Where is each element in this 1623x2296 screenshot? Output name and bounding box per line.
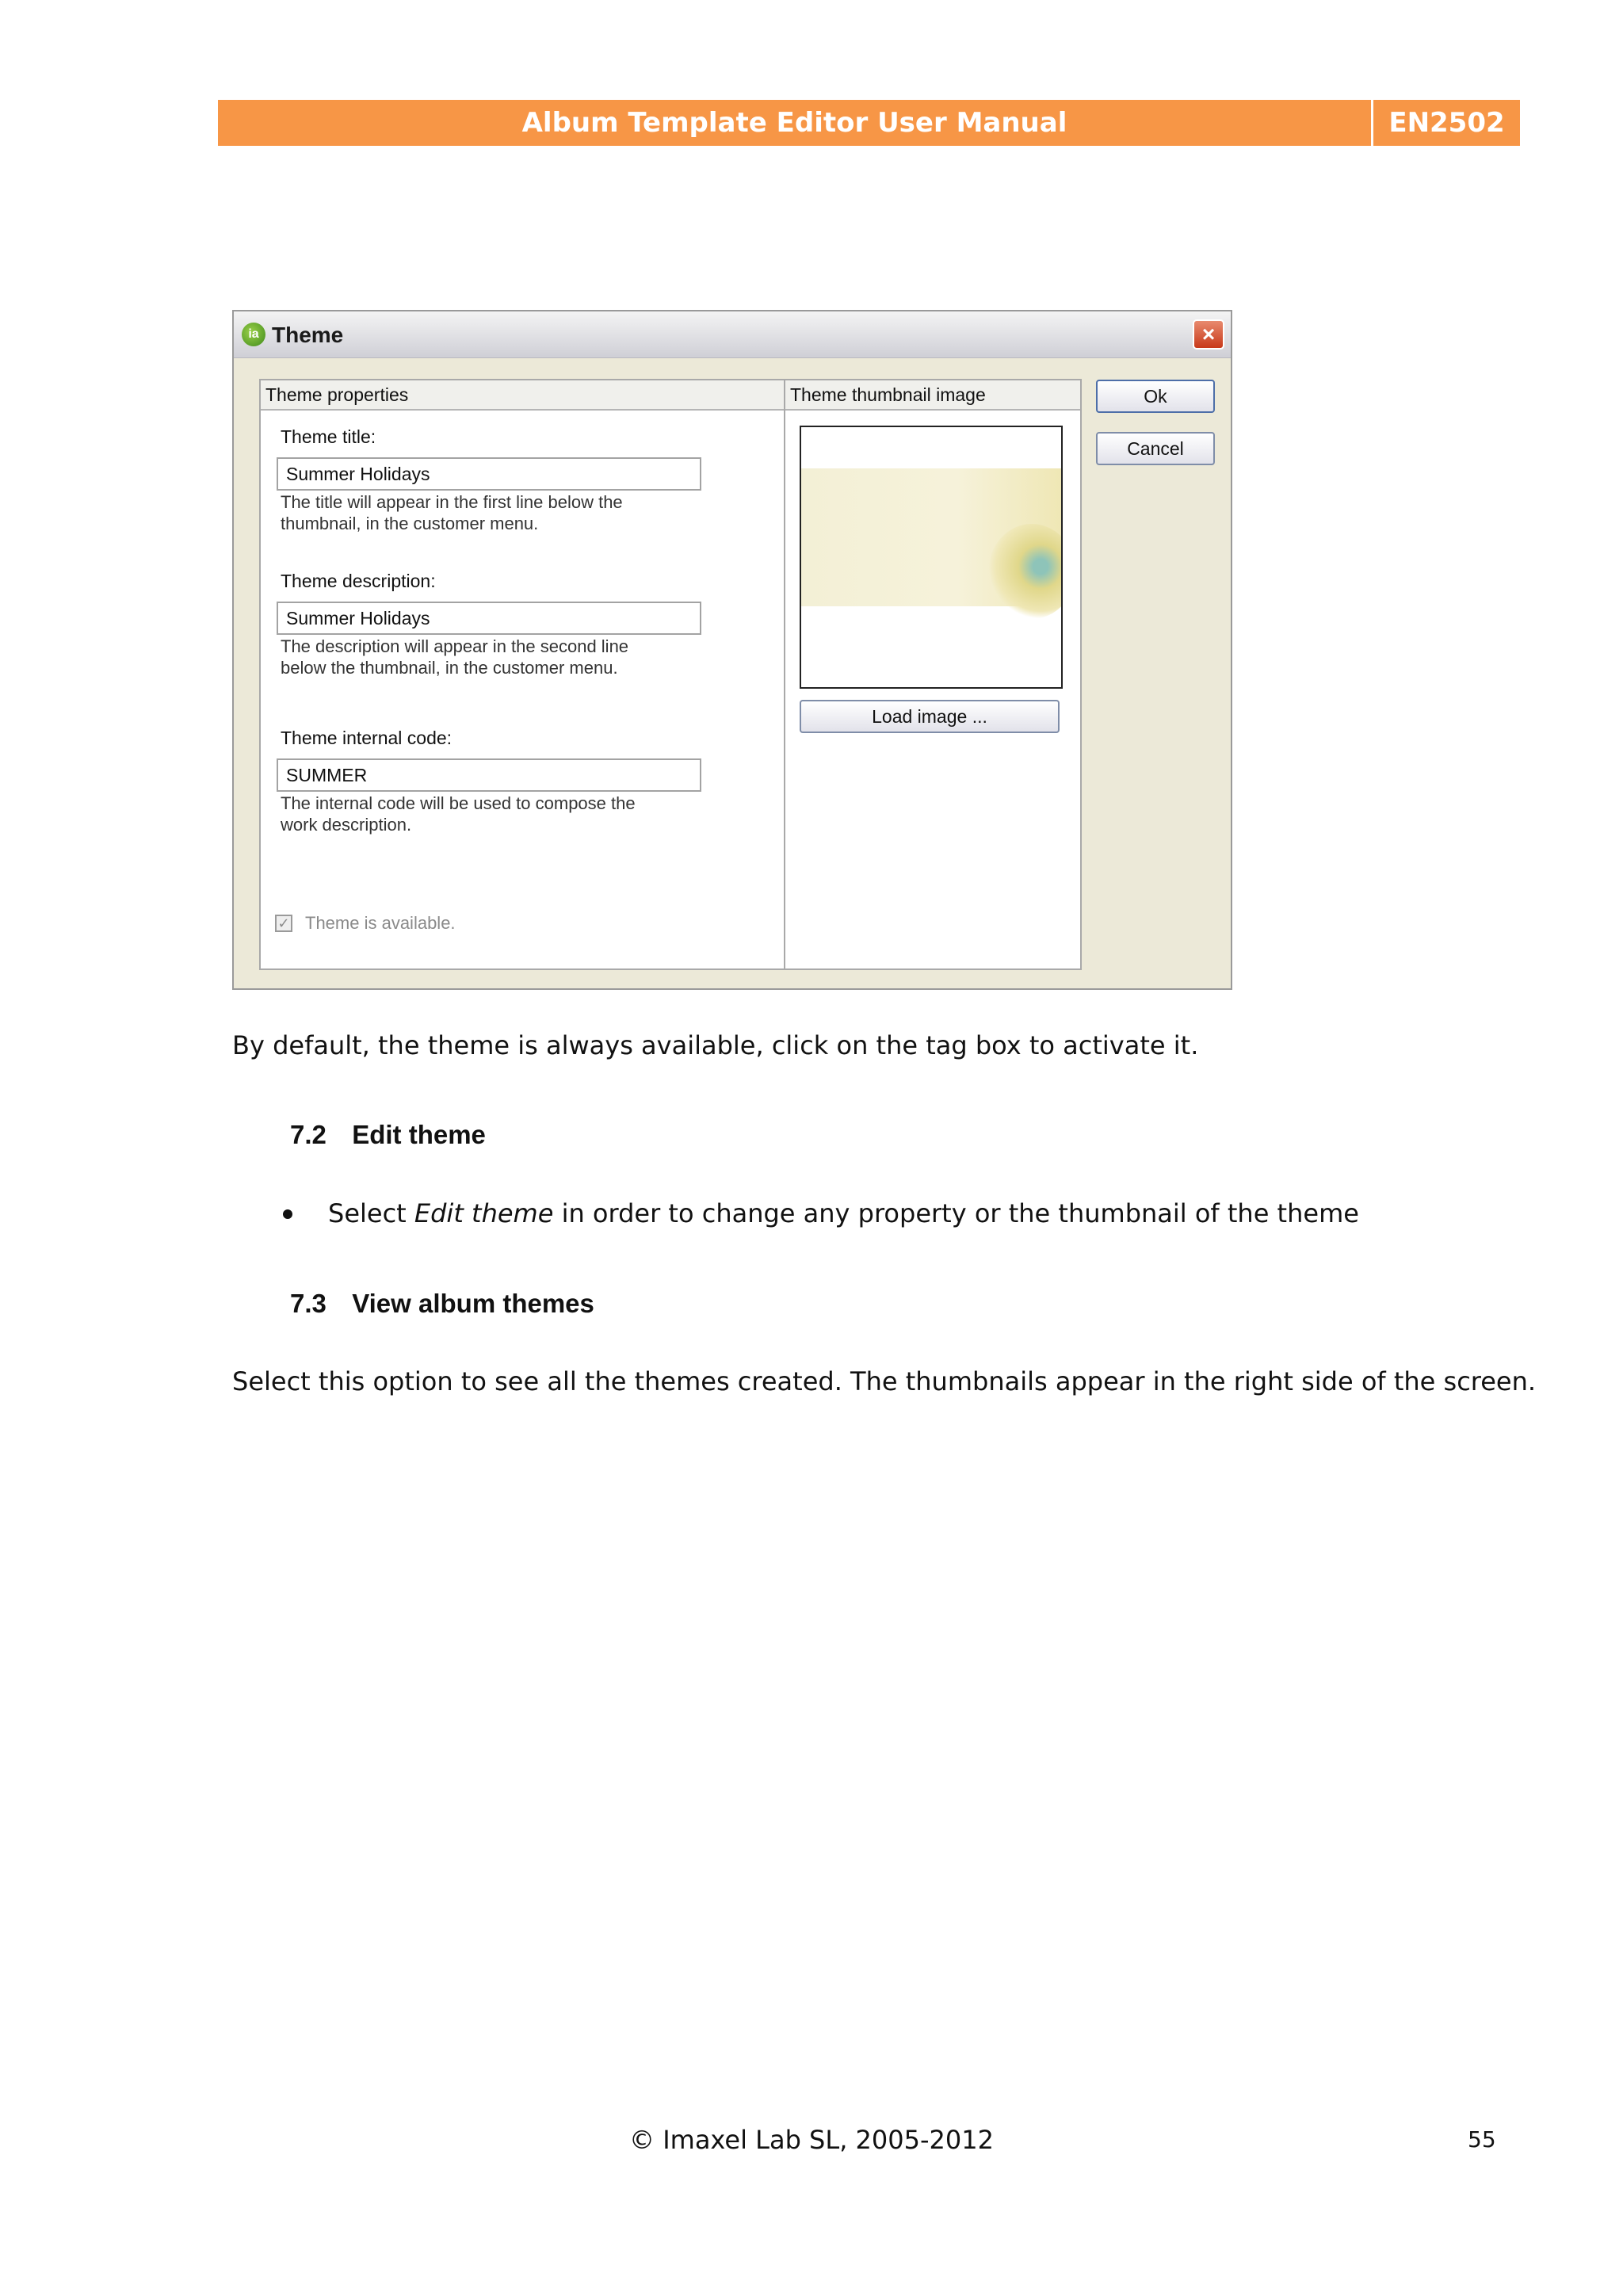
theme-dialog-screenshot [232, 310, 1232, 990]
thumbnail-shell-graphic [988, 524, 1063, 619]
theme-code-help: The internal code will be used to compose the work description. [281, 793, 636, 835]
thumbnail-image [801, 468, 1061, 606]
page-number: 55 [1468, 2126, 1496, 2153]
theme-available-label: Theme is available. [305, 913, 456, 933]
dialog-titlebar [234, 311, 1231, 358]
theme-title-help: The title will appear in the first line below the thumbnail, in the customer menu. [281, 492, 623, 533]
load-image-button[interactable]: Load image ... [800, 700, 1060, 733]
section-7-3-number: 7.3 [290, 1289, 327, 1318]
theme-available-row [275, 913, 456, 934]
bullet-emphasis: Edit theme [414, 1198, 554, 1228]
theme-available-checkbox[interactable]: ✓ [275, 915, 292, 932]
page-header [218, 100, 1520, 146]
section-7-3-title: View album themes [352, 1289, 594, 1318]
theme-code-input[interactable]: SUMMER [277, 758, 701, 792]
bullet-suffix: in order to change any property or the thumbnail of the theme [553, 1198, 1359, 1228]
section-7-3-heading [290, 1289, 594, 1319]
cancel-button[interactable]: Cancel [1096, 432, 1215, 465]
paragraph-view-themes: Select this option to see all the themes created. The thumbnails appear in the right side of the screen. [232, 1366, 1537, 1396]
bullet-icon [283, 1209, 292, 1219]
theme-title-label: Theme title: [281, 426, 376, 447]
footer-copyright: © Imaxel Lab SL, 2005-2012 [629, 2125, 994, 2155]
theme-title-input[interactable]: Summer Holidays [277, 457, 701, 491]
theme-description-label: Theme description: [281, 571, 436, 591]
thumbnail-group-header: Theme thumbnail image [785, 380, 1080, 411]
section-7-2-title: Edit theme [352, 1120, 486, 1149]
section-7-2-number: 7.2 [290, 1120, 327, 1149]
close-button[interactable]: × [1193, 319, 1224, 350]
paragraph-default-availability: By default, the theme is always available, click on the tag box to activate it. [232, 1030, 1199, 1060]
bullet-item-edit-theme [328, 1198, 1359, 1228]
app-logo-icon: ia [242, 323, 265, 346]
thumbnail-preview [800, 426, 1063, 689]
header-title: Album Template Editor User Manual [218, 100, 1371, 146]
bullet-prefix: Select [328, 1198, 414, 1228]
section-7-2-heading [290, 1120, 486, 1150]
dialog-title: Theme [272, 323, 344, 347]
theme-properties-group [259, 379, 790, 970]
theme-properties-header: Theme properties [261, 380, 789, 411]
theme-code-label: Theme internal code: [281, 728, 453, 748]
thumbnail-group [784, 379, 1082, 970]
theme-description-help: The description will appear in the second line below the thumbnail, in the customer menu. [281, 636, 629, 678]
theme-description-input[interactable]: Summer Holidays [277, 602, 701, 635]
ok-button[interactable]: Ok [1096, 380, 1215, 413]
header-doc-code: EN2502 [1373, 100, 1520, 146]
